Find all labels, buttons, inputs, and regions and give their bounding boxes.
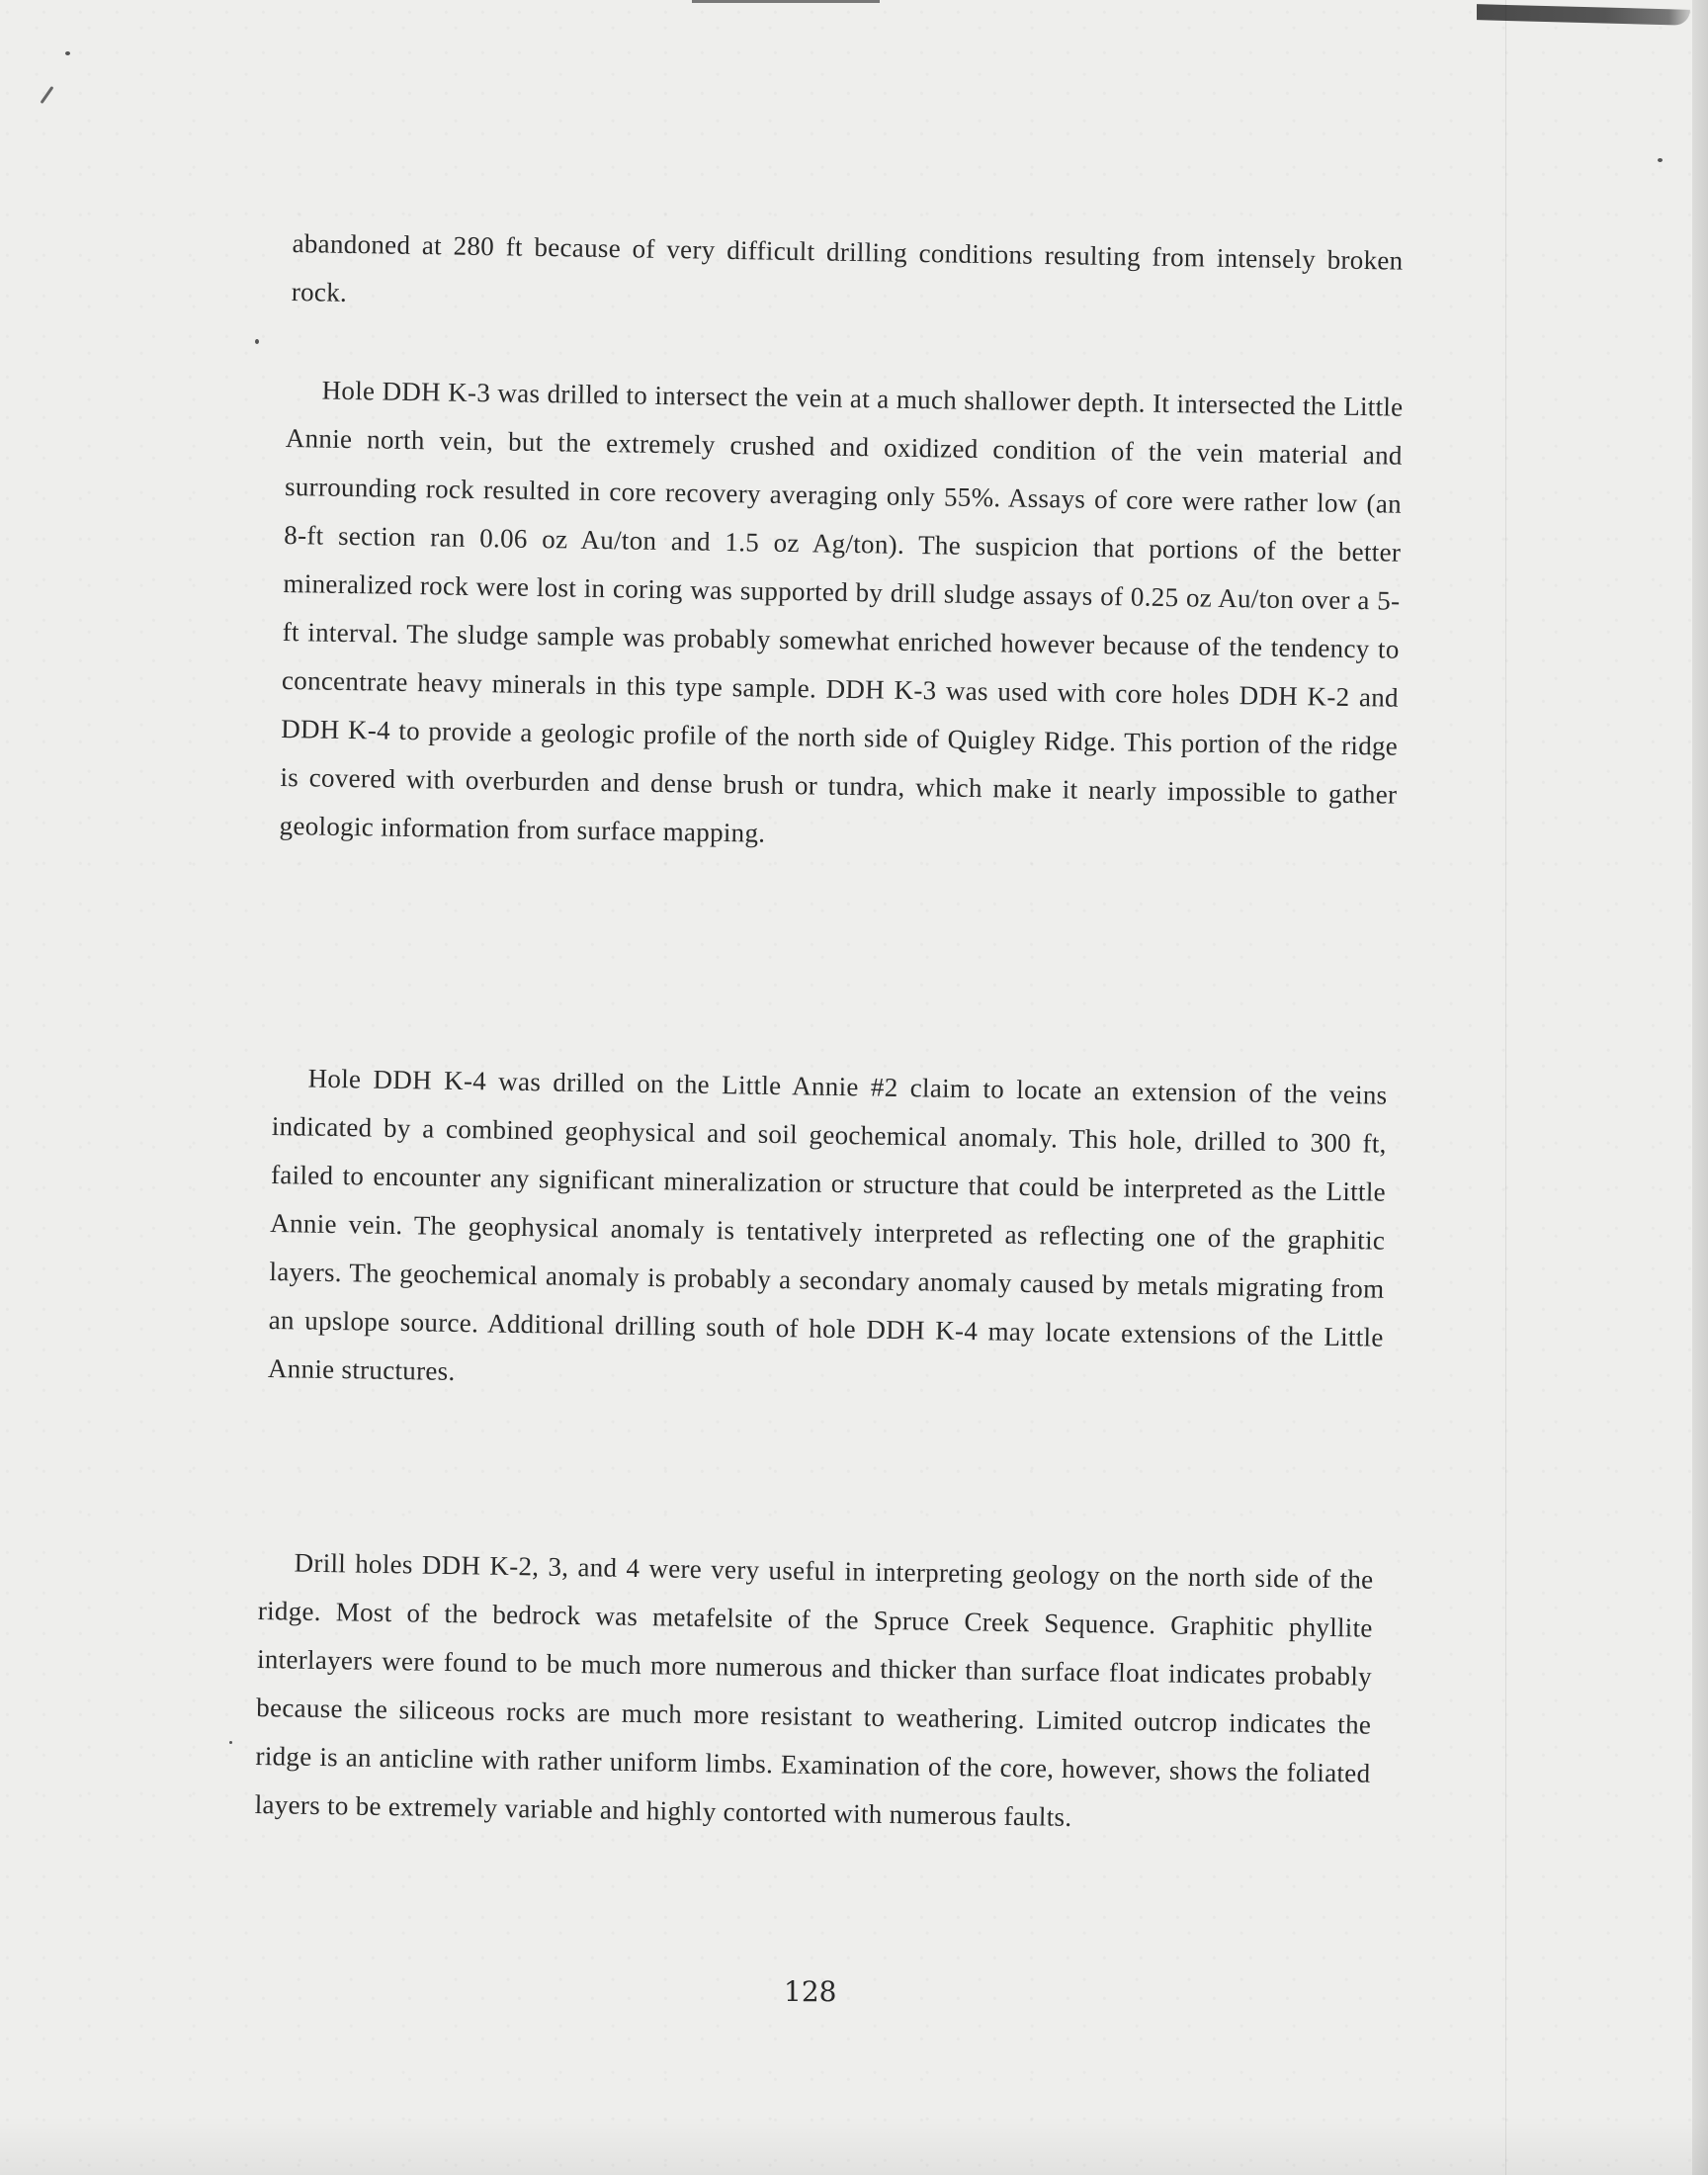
paragraph-ddh-k3 [279,366,1404,868]
scan-artifact-tape-mark [1477,4,1690,26]
page-number: 128 [784,1975,837,2008]
page-bottom-shadow [0,2116,1708,2175]
scan-artifact-vertical-line [1505,0,1506,2175]
paragraph-text: Hole DDH K-3 was drilled to intersect the vein at a much shallower depth. It intersected the Little Annie north vein, but the extremely crushed and oxidized condition of the vein material and surrounding rock resulted in core recovery averaging only 55%. Assays of core were rather low (an 8-ft section ran 0.06 oz Au/ton and 1.5 oz Ag/ton). The suspicion that portions of the better mineralized rock were lost in coring was supported by drill sludge assays of 0.25 oz Au/ton over a 5-ft interval. The sludge sample was probably somewhat enriched however because of the tendency to concentrate heavy minerals in this type sample. DDH K-3 was used with core holes DDH K-2 and DDH K-4 to provide a geologic profile of the north side of Quigley Ridge. This portion of the ridge is covered with overburden and dense brush or tundra, which make it nearly impossible to gather geologic information from surface mapping. [279,375,1404,848]
scan-artifact-speck [65,51,70,55]
paragraph-text: Drill holes DDH K-2, 3, and 4 were very useful in interpreting geology on the north side of the ridge. Most of the bedrock was metafelsite of the Spruce Creek Sequence. Graphitic phyllite interlayers were found to be much more numerous and thicker than surface float indicates probably because the siliceous rocks are much more resistant to weathering. Limited outcrop indicates the ridge is an anticline with rather uniform limbs. Examination of the core, however, shows the foliated layers to be extremely variable and highly contorted with numerous faults. [254,1547,1374,1832]
scan-artifact-top-bar [692,0,880,3]
scan-artifact-speck [255,339,259,344]
paragraph-ddh-k4 [268,1054,1388,1411]
paragraph-drill-holes-summary [254,1538,1373,1847]
paragraph-text: Hole DDH K-4 was drilled on the Little Annie #2 claim to locate an extension of the veins indicated by a combined geophysical and soil geochemical anomaly. This hole, drilled to 300 ft, failed to encounter any significant mineralization or structure that could be interpreted as the Little Annie vein. The geophysical anomaly is tentatively interpreted as reflecting one of the graphitic layers. The geochemical anomaly is probably a secondary anomaly caused by metals migrating from an upslope source. Additional drilling south of hole DDH K-4 may locate extensions of the Little Annie structures. [267,1063,1388,1386]
page-right-edge [1692,0,1708,2175]
paragraph-text: abandoned at 280 ft because of very difficult drilling conditions resulting from intensely broken rock. [291,227,1404,307]
scan-artifact-speck [229,1741,232,1744]
scan-artifact-speck [1658,158,1663,162]
scan-artifact-pen-mark [41,86,54,104]
paragraph-continuation [291,219,1403,334]
